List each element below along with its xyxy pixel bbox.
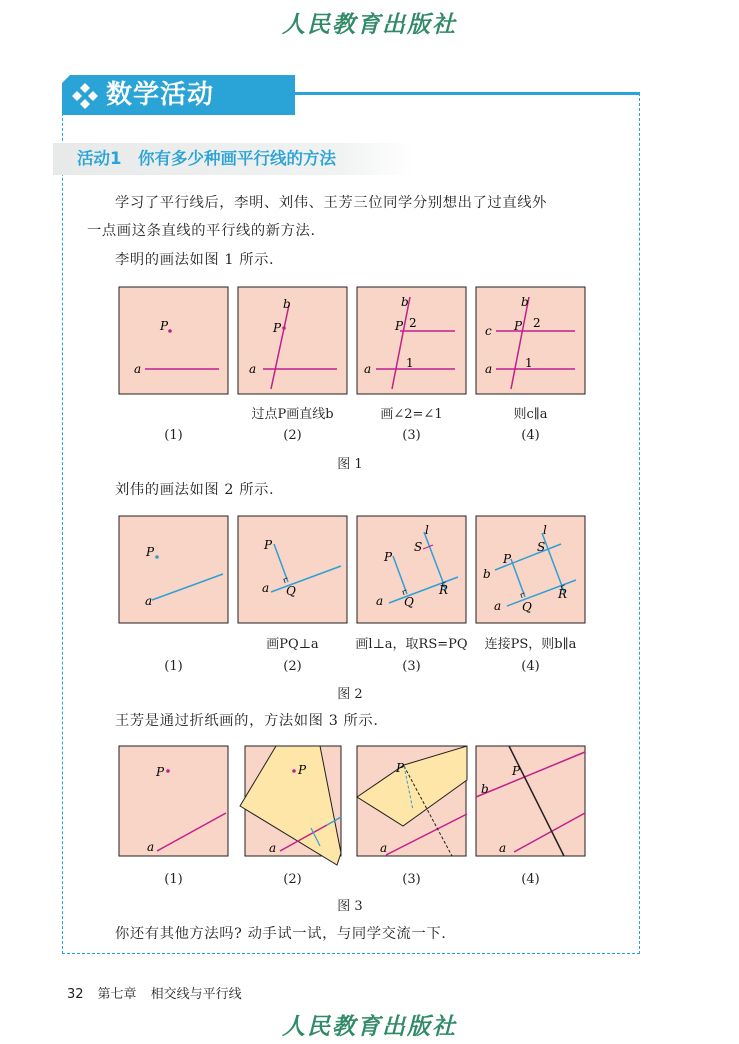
fig2-panel-3 [357,516,466,623]
label-a: a [134,362,142,376]
activity-title: 活动1 你有多少种画平行线的方法 [77,149,336,168]
label-a: a [249,362,257,376]
label-P: P [503,552,512,566]
label-P: P [156,765,165,779]
fig2-panel-1 [119,516,228,623]
question-text: 你还有其他方法吗? 动手试一试，与同学交流一下. [115,926,447,942]
label-P: P [264,538,273,552]
label-Q: Q [404,595,414,609]
fig2-panel-2 [238,516,347,623]
label-P: P [273,321,282,335]
label-P: P [512,764,521,778]
fig2-panel-4 [476,516,585,623]
point-P [166,769,170,773]
point-P [155,555,159,559]
label-a: a [494,599,502,613]
label-a: a [499,841,507,855]
section-title: 数学活动 [106,80,215,110]
label-S: S [537,540,546,554]
fig1-panel-1 [119,287,228,394]
fig1-number-4: (4) [521,428,540,443]
wangfang-text: 王芳是通过折纸画的，方法如图 3 所示. [115,713,379,729]
chapter-number: 第七章 [97,987,137,1002]
fig3-panel-1 [119,746,228,856]
label-b: b [401,295,409,309]
label-1: 1 [406,356,414,370]
label-l: l [425,523,429,537]
point-P [292,769,296,773]
label-2: 2 [409,316,417,330]
fig2-caption-2: 画PQ⊥a [266,637,319,652]
fig3-number-3: (3) [402,872,421,887]
label-Q: Q [522,600,532,614]
fig3-title: 图 3 [337,899,363,914]
fig1-caption-4: 则c∥a [513,407,548,422]
fig2-number-3: (3) [402,659,421,674]
label-P: P [146,545,155,559]
fig1-caption-2: 过点P画直线b [251,407,334,422]
label-P: P [298,763,307,777]
fig2-title: 图 2 [337,687,363,702]
fig2-caption-3: 画l⊥a，取RS=PQ [355,637,468,652]
fig1-number-2: (2) [283,428,302,443]
fig3-panel-3 [357,746,467,856]
fig1-caption-3: 画∠2=∠1 [380,407,443,422]
fig3-number-4: (4) [521,872,540,887]
label-a: a [145,594,153,608]
label-R: R [558,587,568,601]
label-R: R [439,583,449,597]
label-b: b [481,782,489,796]
label-P: P [160,319,169,333]
chapter-title: 相交线与平行线 [150,987,242,1002]
point-P [282,326,286,330]
publisher-footer: 人民教育出版社 [282,1013,457,1040]
intro-line-2: 一点画这条直线的平行线的新方法. [87,223,316,239]
liuwei-text: 刘伟的画法如图 2 所示. [115,482,275,498]
page-number: 32 [67,987,84,1002]
point-P [168,329,172,333]
fig1-title: 图 1 [337,457,363,472]
label-b: b [483,567,491,581]
label-2: 2 [533,316,541,330]
label-b: b [283,297,291,311]
fig3-panel-2 [240,746,341,865]
fig1-panel-2 [238,287,347,394]
label-Q: Q [286,584,296,598]
label-a: a [364,362,372,376]
fig2-caption-4: 连接PS，则b∥a [484,637,577,652]
label-a: a [376,594,384,608]
intro-line-1: 学习了平行线后，李明、刘伟、王芳三位同学分别想出了过直线外 [115,195,548,211]
fig2-number-4: (4) [521,659,540,674]
fig3-number-1: (1) [164,872,183,887]
page-footer [67,983,256,1002]
label-a: a [380,841,388,855]
fig1-panel-4 [476,287,585,394]
fig2-number-2: (2) [283,659,302,674]
fig3-number-2: (2) [283,872,302,887]
label-b: b [521,295,529,309]
label-l: l [543,523,547,537]
label-a: a [262,581,270,595]
label-P: P [396,761,405,775]
label-a: a [269,841,277,855]
label-P: P [395,319,404,333]
fig3-panel-4 [476,746,585,856]
liming-text: 李明的画法如图 1 所示. [115,252,275,268]
label-a: a [485,362,493,376]
label-1: 1 [525,356,533,370]
label-a: a [147,840,155,854]
fig2-number-1: (1) [164,659,183,674]
fig1-panel-3 [357,287,466,394]
label-c: c [485,324,492,338]
fig1-number-1: (1) [164,428,183,443]
label-P: P [384,550,393,564]
label-S: S [414,540,423,554]
publisher-header: 人民教育出版社 [282,11,457,38]
fig1-number-3: (3) [402,428,421,443]
label-P: P [514,319,523,333]
